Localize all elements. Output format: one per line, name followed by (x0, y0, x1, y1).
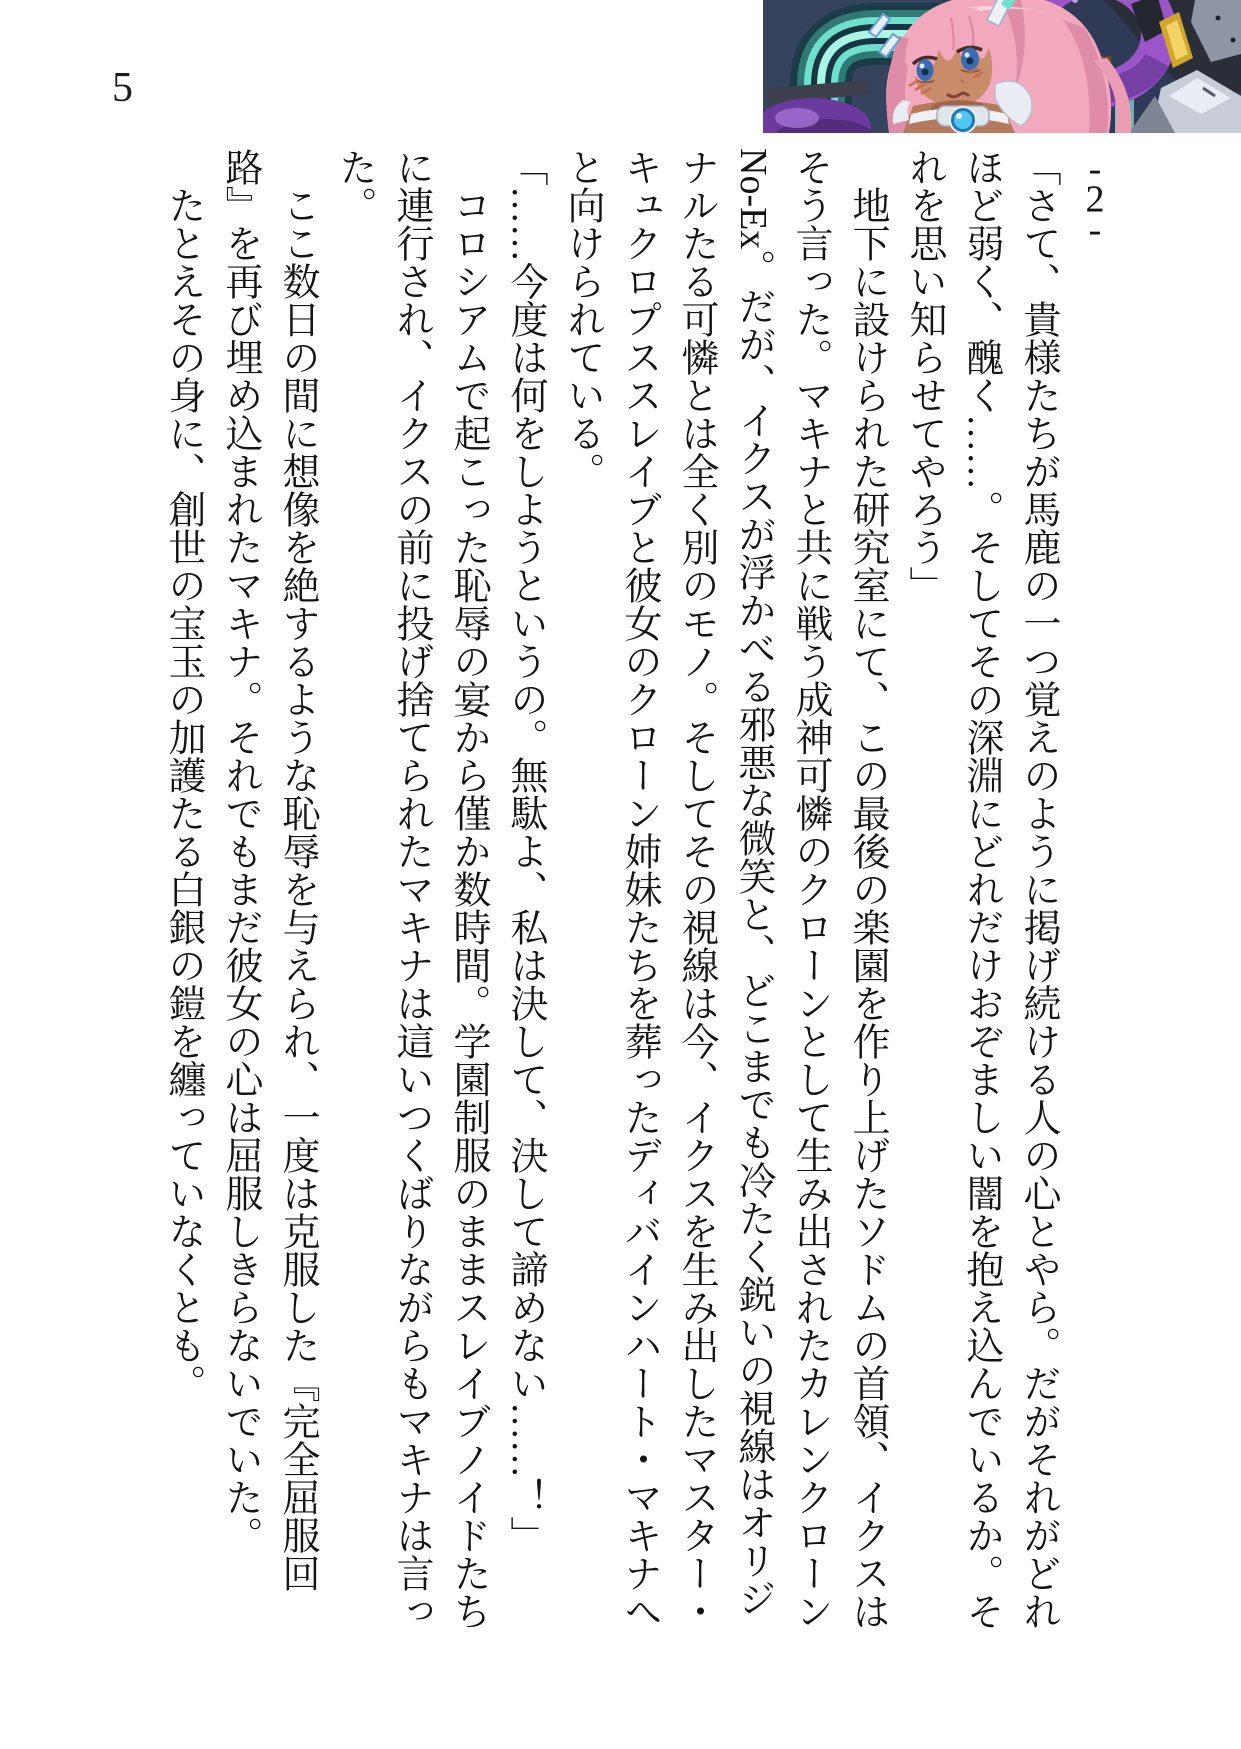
panel-screw (1231, 38, 1236, 43)
purple-pod-highlight (775, 108, 819, 128)
section-marker: -2- (1074, 148, 1116, 240)
header-illustration (763, 0, 1241, 133)
illustration-canvas (763, 0, 1241, 133)
novel-paragraph-5: ここ数日の間に想像を絶するような恥辱を与えられ、一度は克服した『完全屈服回路』を再び埋め込まれたマキナ。それでもまだ彼女の心は屈服しきらないでいた。 (219, 148, 318, 1592)
novel-paragraph-6: たとえその身に、創世の宝玉の加護たる白銀の鎧を纏っていなくとも。 (162, 148, 204, 1402)
chest-gem (954, 111, 972, 129)
novel-paragraph-1: 「さて、貴様たちが馬鹿の一つ覚えのように掲げ続ける人の心とやら。だがそれがどれほど弱く、醜く……。そしてその深淵にどれだけおぞましい闇を抱え込んでいるか。それを思い知らせてやろう」 (903, 148, 1059, 1630)
chest-gem-highlight (956, 113, 962, 119)
panel-screw (1216, 16, 1221, 21)
novel-paragraph-2: 地下に設けられた研究室にて、この最後の楽園を作り上げたソドムの首領、イクスはそう言った。マキナと共に戦う成神可憐のクローンとして生み出されたカレンクローンNo-Ex。だが、イクスが浮かべる邪悪な微笑と、どこまでも冷たく鋭いの視線はオリジナルたる可憐とは全く別のモノ。そしてその視線は今、イクスを生み出したマスター・キュクロプススレイブと彼女のクローン姉妹たちを葬ったディバインハート・マキナへと向けられている。 (561, 148, 888, 1630)
novel-text-body (154, 148, 1123, 1638)
novel-paragraph-3: 「……今度は何をしようというの。無駄よ、私は決して、決して諦めない……！」 (504, 148, 546, 1554)
page-number: 5 (112, 65, 133, 111)
novel-paragraph-4: コロシアムで起こった恥辱の宴から僅か数時間。学園制服のままスレイブノイドたちに連行され、イクスの前に投げ捨てられたマキナは這いつくばりながらもマキナは言った。 (333, 148, 489, 1630)
